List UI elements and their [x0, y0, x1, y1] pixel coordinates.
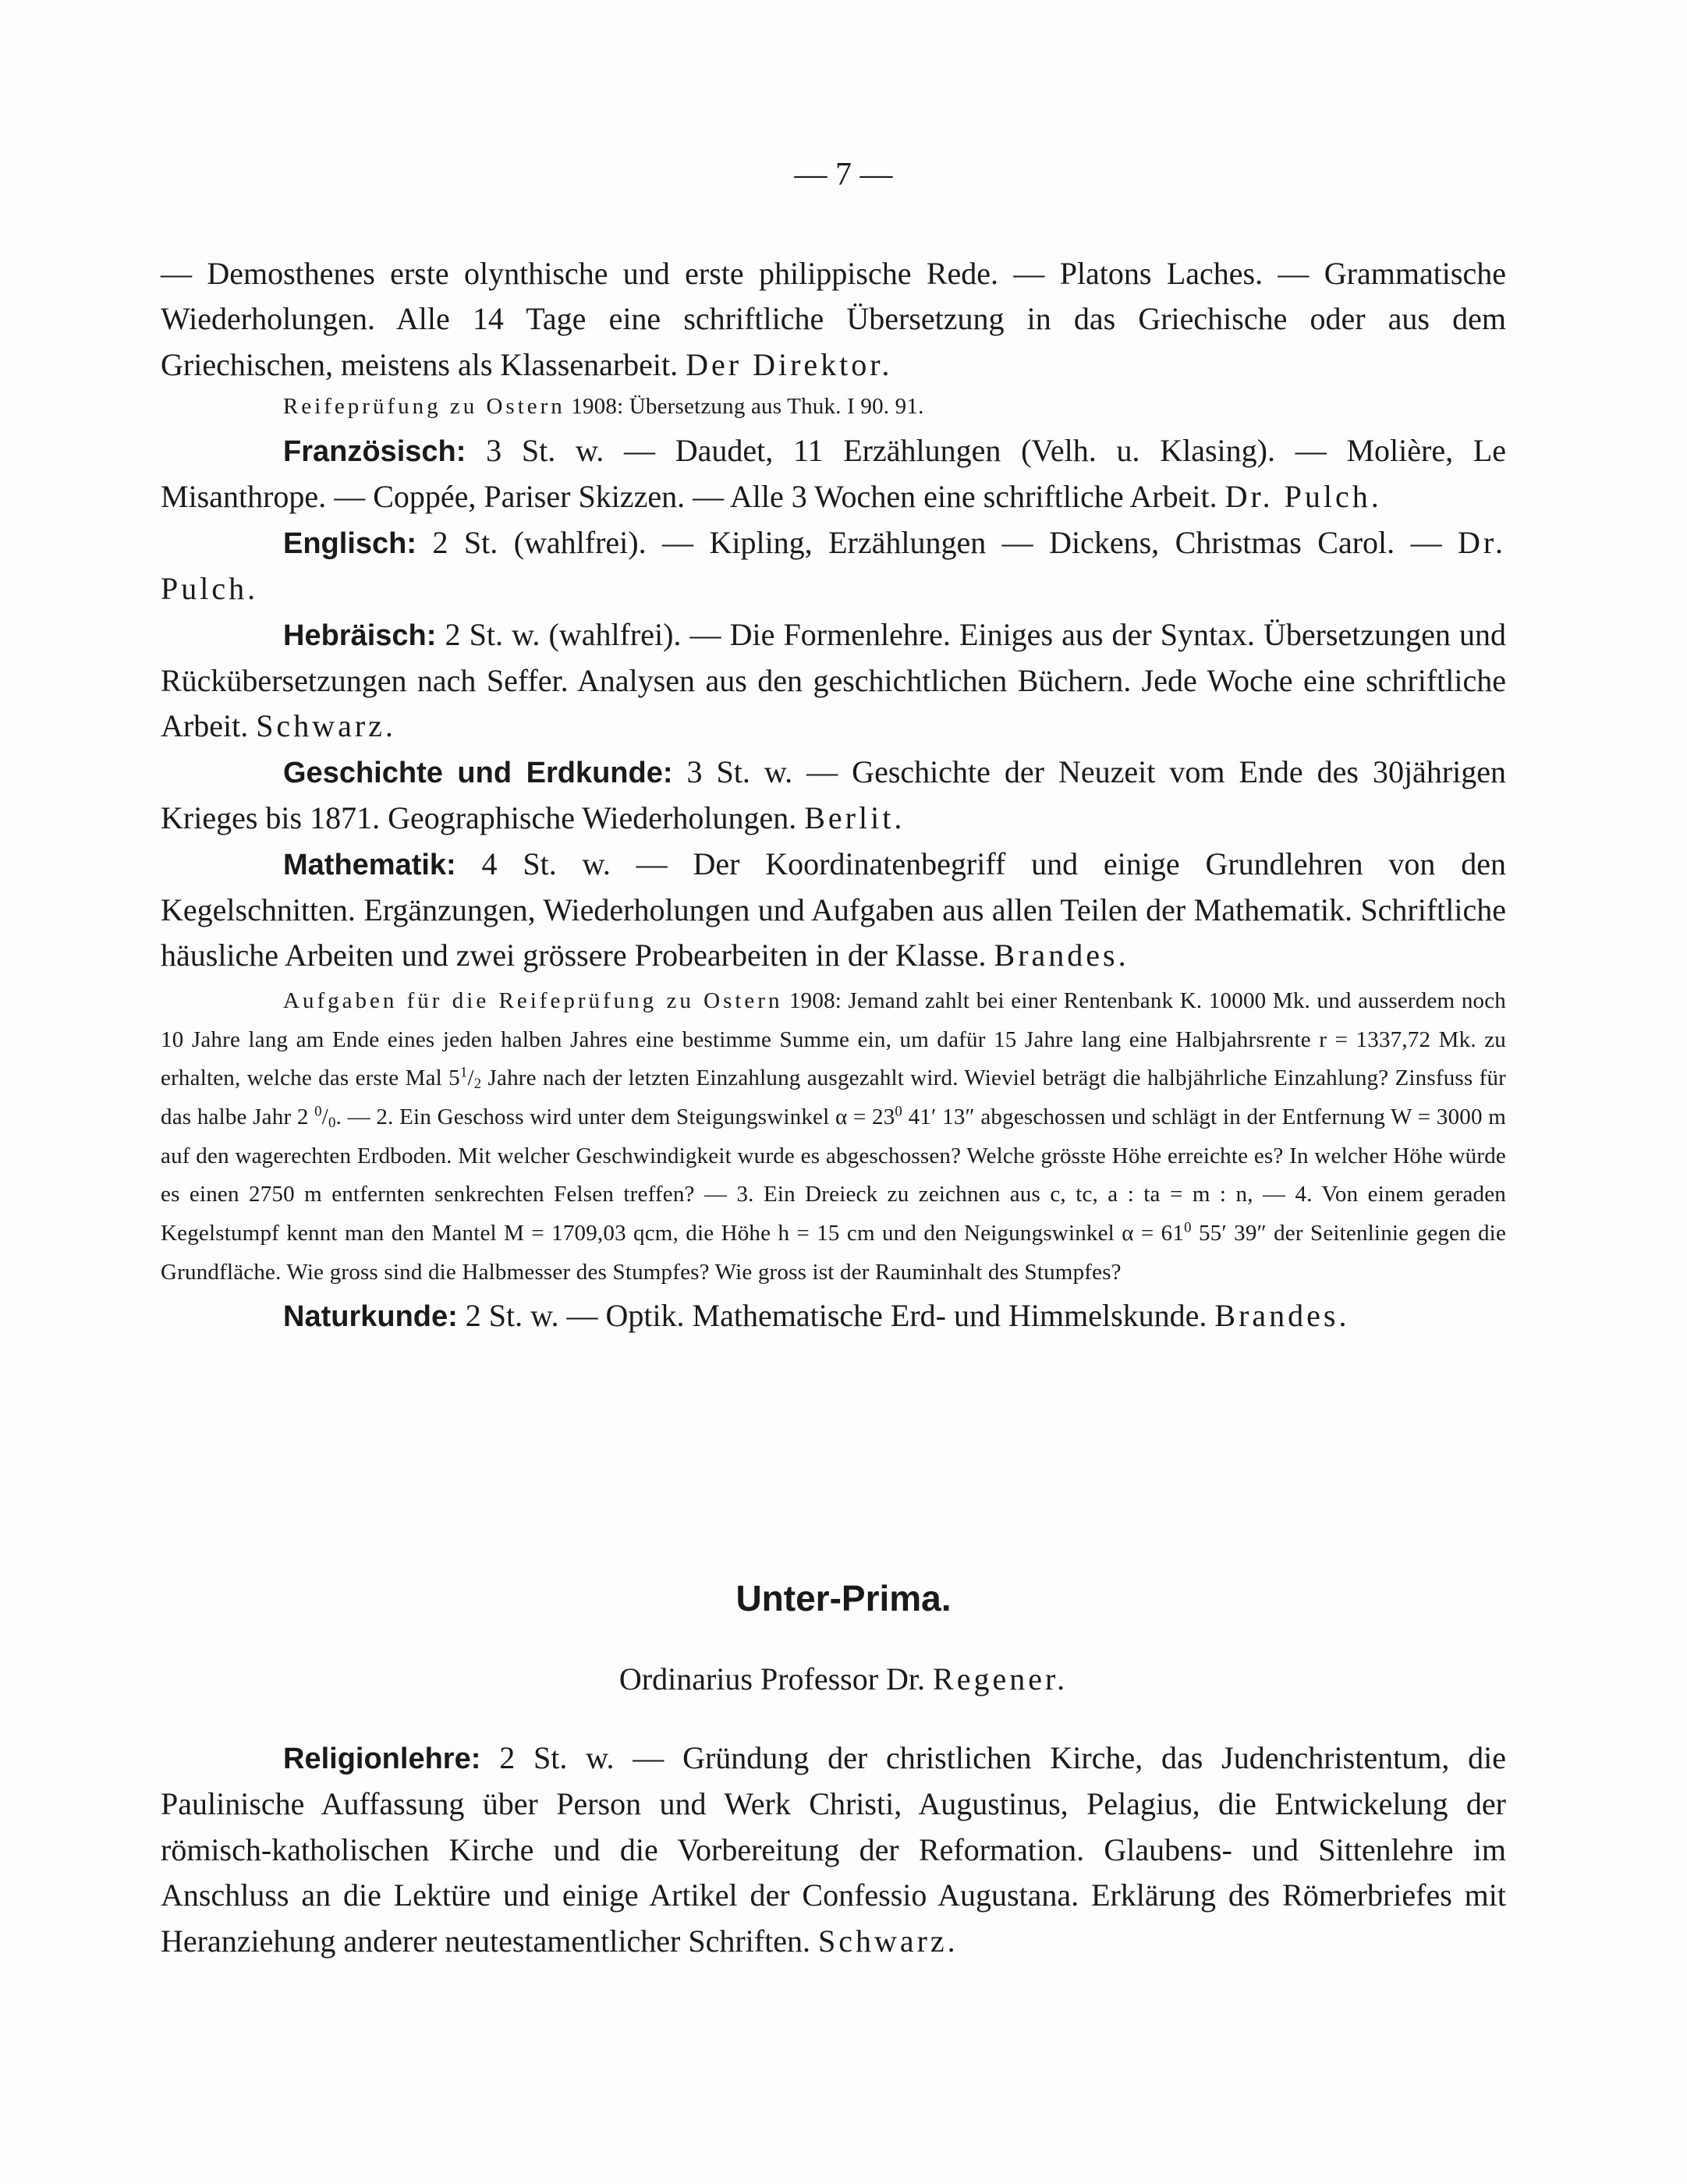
greek-paragraph [161, 251, 1506, 388]
math-paragraph [161, 842, 1506, 979]
nature-teacher: Brandes. [1214, 1298, 1350, 1334]
main-text-upper [161, 251, 1506, 1340]
religion-heading: Religionlehre: [283, 1743, 481, 1775]
greek-exam-note [161, 388, 1506, 427]
ordinarius-name: Regener. [933, 1661, 1069, 1696]
religion-paragraph [161, 1736, 1506, 1964]
math-exam-text-2: Jahre nach der letzten Einzahlung ausgezahlt wird. Wieviel beträgt die halbjährliche Einzahlung? Zinsfuss für das halbe Jahr 2 [161, 1065, 1507, 1129]
page-number: — 7 — [794, 157, 893, 193]
religion-text: 2 St. w. — Gründung der christlichen Kirche, das Judenchristentum, die Paulinische Auffassung über Person und Werk Christi, Augustinus, Pelagius, die Entwickelung der römisch-katholischen Kirche und die Vorbereitung der Reformation. Glaubens- und Sittenlehre im Anschluss an die Lektüre und einige Artikel der Confessio Augustana. Erklärung des Römerbriefes mit Heranziehung anderer neutestamentlicher Schriften. [161, 1740, 1506, 1959]
english-teacher: Dr. Pulch. [161, 524, 1507, 607]
greek-teacher: Der Direktor. [686, 346, 893, 382]
history-teacher: Berlit. [804, 800, 906, 836]
history-text: 3 St. w. — Geschichte der Neuzeit vom Ende des 30jährigen Krieges bis 1871. Geographische Wiederholungen. [161, 753, 1506, 836]
hebrew-paragraph [161, 612, 1506, 750]
nature-heading: Naturkunde: [283, 1300, 458, 1334]
hebrew-heading: Hebräisch: [283, 619, 437, 652]
math-exam-text-5: 55′ 39″ der Seitenlinie gegen die Grundfläche. Wie gross sind die Halbmesser des Stumpfes? Wie gross ist der Rauminhalt des Stumpfes? [161, 1221, 1507, 1285]
english-paragraph [161, 520, 1506, 612]
religion-teacher: Schwarz. [817, 1923, 959, 1959]
math-exam-text-3: . — 2. Ein Geschoss wird unter dem Steigungswinkel α = 23 [335, 1104, 895, 1129]
french-paragraph [161, 428, 1506, 520]
math-teacher: Brandes. [994, 938, 1129, 973]
main-text-lower [161, 1736, 1506, 1964]
history-heading: Geschichte und Erdkunde: [283, 756, 673, 789]
math-text: 4 St. w. — Der Koordinatenbegriff und einige Grundlehren von den Kegelschnitten. Ergänzungen, Wiederholungen und Aufgaben aus allen Teilen der Mathematik. Schriftliche häusliche Arbeiten und zwei grössere Probearbeiten in der Klasse. [161, 846, 1507, 973]
nature-text: 2 St. w. — Optik. Mathematische Erd- und Himmelskunde. [465, 1298, 1207, 1334]
hebrew-text: 2 St. w. (wahlfrei). — Die Formenlehre. Einiges aus der Syntax. Übersetzungen und Rückübersetzungen nach Seffer. Analysen aus den geschichtlichen Büchern. Jede Woche eine schriftliche Arbeit. [161, 616, 1507, 744]
greek-text: — Demosthenes erste olynthische und erste philippische Rede. — Platons Laches. — Grammatische Wiederholungen. Alle 14 Tage eine schriftliche Übersetzung in das Griechische oder aus dem Griechischen, meistens als Klassenarbeit. [161, 256, 1506, 382]
math-exam-text-4: 41′ 13″ abgeschossen und schlägt in der Entfernung W = 3000 m auf den wagerechten Erdboden. Mit welcher Geschwindigkeit wurde es abgeschossen? Welche grösste Höhe erreichte es? In welcher Höhe würde es einen 2750 m entfernten senkrechten Felsen treffen? — 3. Ein Dreieck zu zeichnen aus c, tc, a : ta = m : n, — 4. Von einem geraden Kegelstumpf kennt man den Mantel M = 1709,03 qcm, die Höhe h = 15 cm und den Neigungswinkel α = 61 [161, 1104, 1506, 1246]
french-text: 3 St. w. — Daudet, 11 Erzählungen (Velh. u. Klasing). — Molière, Le Misanthrope. — Coppée, Pariser Skizzen. — Alle 3 Wochen eine schriftliche Arbeit. [161, 432, 1507, 515]
fraction-numerator: 1 [459, 1064, 468, 1081]
degree-mark-2: 0 [1184, 1219, 1192, 1236]
greek-exam-label: Reifeprüfung zu Ostern [283, 394, 565, 420]
section-title: Unter-Prima. [735, 1578, 952, 1618]
percent-sub: 0 [328, 1114, 336, 1131]
percent-sup: 0 [314, 1103, 322, 1120]
degree-mark-1: 0 [895, 1103, 903, 1120]
history-paragraph [161, 750, 1506, 842]
french-heading: Französisch: [283, 434, 466, 468]
math-exam-note: Aufgaben für die Reifeprüfung zu Ostern 1908: Jemand zahlt bei einer Rentenbank K. 10000 Mk. und ausserdem noch 10 Jahre lang am Ende eines jeden halben Jahres eine bestimme Summe ein, um dafür 15 Jahre lang eine Halbjahrsrente r = 1337,72 Mk. zu erhalten, welche das erste Mal $5^1/_2$ Jahre nach der letzten Einzahlung ausgezahlt wird. Wieviel beträgt die halbjährliche Einzahlung? Zinsfuss für das halbe Jahr 2 $^0/_0$. — 2. Ein Geschoss wird unter dem Steigungswinkel $\alpha = 23^0$ 41′ 13″ abgeschossen und schlägt in der Entfernung W = 3000 m auf den wagerechten Erdboden. Mit welcher Geschwindigkeit wurde es abgeschossen? Welche grösste Höhe erreichte es? In welcher Höhe würde es einen 2750 m entfernten senkrechten Felsen treffen? — 3. Ein Dreieck zu zeichnen aus c, tc, a : ta = m : n, — 4. Von einem geraden Kegelstumpf kennt man den Mantel M = 1709,03 qcm, die Höhe h = 15 cm und den Neigungswinkel $\alpha = 61^0$ 55′ 39″ der Seitenlinie gegen die Grundfläche. Wie gross sind die Halbmesser des Stumpfes? Wie gross ist der Rauminhalt des Stumpfes? [161, 987, 1507, 1285]
math-exam-text-1: 1908: Jemand zahlt bei einer Rentenbank K. 10000 Mk. und ausserdem noch 10 Jahre lang am Ende eines jeden halben Jahres eine bestimme Summe ein, um dafür 15 Jahre lang eine Halbjahrsrente r = 1337,72 Mk. zu erhalten, welche das erste Mal 5 [161, 987, 1506, 1091]
nature-paragraph [161, 1293, 1506, 1339]
english-heading: Englisch: [283, 526, 417, 560]
math-exam-label: Aufgaben für die Reifeprüfung zu Ostern [283, 987, 783, 1013]
ordinarius-label: Ordinarius Professor Dr. [618, 1661, 926, 1696]
ordinarius-line [0, 1661, 1687, 1697]
greek-exam-text: 1908: Übersetzung aus Thuk. I 90. 91. [571, 394, 924, 420]
english-text: 2 St. (wahlfrei). — Kipling, Erzählungen — Dickens, Christmas Carol. — [432, 524, 1442, 560]
fraction-denominator: 2 [473, 1075, 482, 1092]
french-teacher: Dr. Pulch. [1224, 479, 1382, 515]
hebrew-teacher: Schwarz. [256, 708, 396, 744]
math-heading: Mathematik: [283, 848, 456, 881]
